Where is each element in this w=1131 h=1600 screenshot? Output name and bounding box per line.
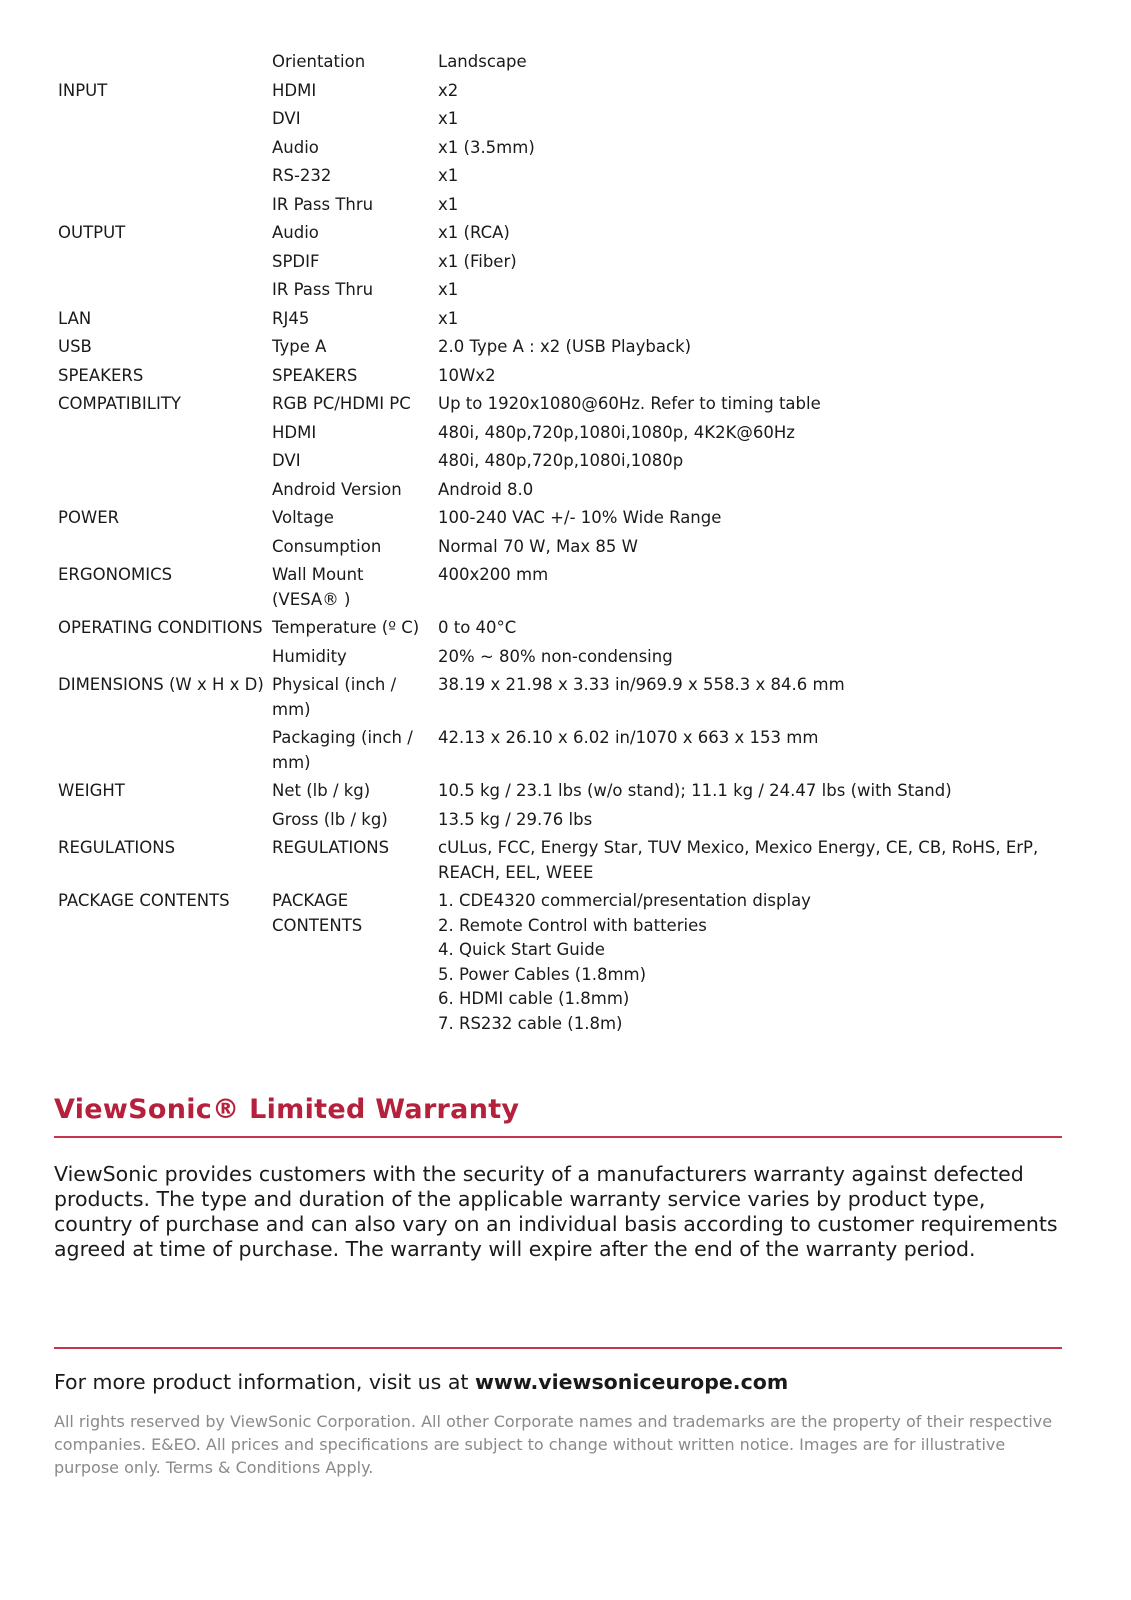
spec-value-line: 7. RS232 cable (1.8m) <box>438 1013 623 1033</box>
spec-category: USB <box>58 337 92 356</box>
spec-value <box>438 889 1064 1040</box>
spec-row <box>54 79 1064 108</box>
spec-row <box>54 836 1064 889</box>
spec-value <box>438 563 1064 616</box>
spec-category <box>54 50 272 79</box>
spec-value-line: 10.5 kg / 23.1 lbs (w/o stand); 11.1 kg / 24.47 lbs (with Stand) <box>438 781 952 800</box>
spec-category <box>54 645 272 674</box>
spec-row <box>54 164 1064 193</box>
spec-key: Net (lb / kg) <box>272 781 371 800</box>
spec-value <box>438 107 1064 136</box>
spec-value-line: 10Wx2 <box>438 365 496 385</box>
spec-category <box>54 278 272 307</box>
spec-category <box>54 136 272 165</box>
spec-category: PACKAGE CONTENTS <box>58 891 230 910</box>
spec-value-line: 13.5 kg / 29.76 lbs <box>438 809 593 829</box>
spec-key: Audio <box>272 137 319 157</box>
spec-value <box>438 808 1064 837</box>
spec-value <box>438 478 1064 507</box>
spec-value <box>438 506 1064 535</box>
spec-key: Wall Mount (VESA® ) <box>272 565 364 609</box>
spec-category <box>54 107 272 136</box>
spec-row <box>54 889 1064 1040</box>
spec-value <box>438 278 1064 307</box>
spec-category: DIMENSIONS (W x H x D) <box>58 675 264 694</box>
spec-value <box>438 364 1064 393</box>
spec-value-line: Android 8.0 <box>438 479 534 499</box>
spec-category <box>54 726 272 779</box>
spec-key: Physical (inch / mm) <box>272 675 397 719</box>
spec-value <box>438 136 1064 165</box>
spec-row <box>54 50 1064 79</box>
spec-row <box>54 616 1064 645</box>
spec-row <box>54 506 1064 535</box>
spec-key: Type A <box>272 337 327 356</box>
spec-key: DVI <box>272 109 301 128</box>
spec-row <box>54 779 1064 808</box>
spec-value <box>438 645 1064 674</box>
spec-value-line: Landscape <box>438 52 527 71</box>
spec-category <box>54 449 272 478</box>
spec-value-line: x1 <box>438 308 459 328</box>
spec-row <box>54 193 1064 222</box>
spec-row <box>54 335 1064 364</box>
spec-row <box>54 645 1064 674</box>
spec-category: ERGONOMICS <box>58 565 173 584</box>
spec-value-line: 20% ~ 80% non-condensing <box>438 646 673 666</box>
spec-value <box>438 726 1064 779</box>
spec-value-line: x1 <box>438 194 459 214</box>
spec-value <box>438 193 1064 222</box>
spec-category: SPEAKERS <box>58 365 144 385</box>
spec-table-body <box>54 50 1064 1040</box>
spec-value-line: 480i, 480p,720p,1080i,1080p, 4K2K@60Hz <box>438 422 795 442</box>
spec-value <box>438 673 1064 726</box>
spec-key: Humidity <box>272 646 347 666</box>
spec-key: REGULATIONS <box>272 838 390 857</box>
spec-value <box>438 836 1064 889</box>
spec-key: Packaging (inch / mm) <box>272 728 413 772</box>
spec-value-line: 38.19 x 21.98 x 3.33 in/969.9 x 558.3 x 84.6 mm <box>438 675 845 694</box>
spec-key: Audio <box>272 223 319 242</box>
spec-value <box>438 307 1064 336</box>
warranty-body: ViewSonic provides customers with the security of a manufacturers warranty against defected products. The type and duration of the applicable warranty service varies by product type, country of purchase and can also vary on an individual basis according to customer requirements agreed at time of purchase. The warranty will expire after the end of the warranty period. <box>54 1162 1058 1261</box>
spec-row <box>54 307 1064 336</box>
spec-category <box>54 808 272 837</box>
spec-row <box>54 392 1064 421</box>
spec-value-line: x1 (3.5mm) <box>438 137 535 157</box>
spec-value-line: 2.0 Type A : x2 (USB Playback) <box>438 337 692 356</box>
spec-category <box>54 421 272 450</box>
spec-value-line: 6. HDMI cable (1.8mm) <box>438 989 630 1008</box>
spec-value-line: 2. Remote Control with batteries <box>438 915 707 935</box>
spec-row <box>54 364 1064 393</box>
spec-value-line: cULus, FCC, Energy Star, TUV Mexico, Mexico Energy, CE, CB, RoHS, ErP, REACH, EEL, WEEE <box>438 838 1039 882</box>
spec-value <box>438 250 1064 279</box>
warranty-title: ViewSonic® Limited Warranty <box>54 1094 520 1125</box>
spec-category <box>54 164 272 193</box>
spec-category: POWER <box>58 508 120 527</box>
spec-value-line: Normal 70 W, Max 85 W <box>438 536 638 556</box>
spec-category: OUTPUT <box>58 223 126 242</box>
spec-row <box>54 107 1064 136</box>
spec-key: Orientation <box>272 52 366 71</box>
spec-value <box>438 616 1064 645</box>
spec-value-line: 5. Power Cables (1.8mm) <box>438 964 647 984</box>
footer-divider <box>54 1347 1062 1349</box>
spec-key: SPEAKERS <box>272 365 358 385</box>
more-info-text: For more product information, visit us at <box>54 1370 475 1394</box>
spec-value-line: 480i, 480p,720p,1080i,1080p <box>438 451 684 470</box>
spec-value-line: 4. Quick Start Guide <box>438 940 605 959</box>
spec-key: IR Pass Thru <box>272 280 374 299</box>
spec-category <box>54 250 272 279</box>
spec-row <box>54 808 1064 837</box>
spec-value <box>438 392 1064 421</box>
spec-row <box>54 535 1064 564</box>
more-info-line <box>54 1370 788 1394</box>
spec-row <box>54 221 1064 250</box>
spec-category: OPERATING CONDITIONS <box>58 618 263 637</box>
spec-key: Android Version <box>272 479 402 499</box>
website-link[interactable]: www.viewsoniceurope.com <box>474 1370 789 1394</box>
spec-value-line: 42.13 x 26.10 x 6.02 in/1070 x 663 x 153 mm <box>438 728 819 747</box>
spec-category: INPUT <box>58 80 108 100</box>
spec-value-line: 100-240 VAC +/- 10% Wide Range <box>438 508 722 527</box>
spec-value-line: 0 to 40°C <box>438 618 517 637</box>
spec-value-line: Up to 1920x1080@60Hz. Refer to timing table <box>438 394 821 413</box>
spec-row <box>54 278 1064 307</box>
legal-notice: All rights reserved by ViewSonic Corporation. All other Corporate names and trademarks are the property of their respective companies. E&EO. All prices and specifications are subject to change without written notice. Images are for illustrative purpose only. Terms & Conditions Apply. <box>54 1412 1053 1477</box>
spec-value <box>438 221 1064 250</box>
section-divider <box>54 1136 1062 1138</box>
spec-row <box>54 673 1064 726</box>
spec-row <box>54 136 1064 165</box>
spec-key: SPDIF <box>272 251 320 271</box>
spec-value-line: 400x200 mm <box>438 565 549 584</box>
spec-value <box>438 50 1064 79</box>
spec-value <box>438 164 1064 193</box>
spec-category: REGULATIONS <box>58 838 176 857</box>
spec-category: LAN <box>58 308 92 328</box>
spec-category: COMPATIBILITY <box>58 394 181 413</box>
spec-key: RGB PC/HDMI PC <box>272 394 411 413</box>
spec-value-line: x1 <box>438 166 459 185</box>
spec-key: DVI <box>272 451 301 470</box>
spec-row <box>54 449 1064 478</box>
spec-value-line: x2 <box>438 80 459 100</box>
spec-key: IR Pass Thru <box>272 194 374 214</box>
spec-key: Gross (lb / kg) <box>272 809 388 829</box>
spec-key: Voltage <box>272 508 334 527</box>
spec-key: RJ45 <box>272 308 310 328</box>
spec-category <box>54 478 272 507</box>
spec-value <box>438 335 1064 364</box>
spec-row <box>54 478 1064 507</box>
spec-value <box>438 535 1064 564</box>
spec-key: HDMI <box>272 80 317 100</box>
spec-table <box>54 50 1064 1040</box>
spec-row <box>54 726 1064 779</box>
spec-value-line: 1. CDE4320 commercial/presentation display <box>438 891 811 910</box>
spec-key: HDMI <box>272 422 317 442</box>
spec-row <box>54 421 1064 450</box>
spec-value <box>438 79 1064 108</box>
spec-value-line: x1 (Fiber) <box>438 251 517 271</box>
spec-value-line: x1 <box>438 280 459 299</box>
spec-value-line: x1 (RCA) <box>438 223 510 242</box>
spec-value <box>438 779 1064 808</box>
spec-category <box>54 193 272 222</box>
spec-row <box>54 563 1064 616</box>
spec-row <box>54 250 1064 279</box>
spec-key: RS-232 <box>272 166 332 185</box>
spec-key: Consumption <box>272 536 382 556</box>
spec-value <box>438 421 1064 450</box>
spec-key: PACKAGE CONTENTS <box>272 891 363 935</box>
spec-value-line: x1 <box>438 109 459 128</box>
spec-key: Temperature (º C) <box>272 618 420 637</box>
spec-category <box>54 535 272 564</box>
spec-category: WEIGHT <box>58 781 125 800</box>
spec-value <box>438 449 1064 478</box>
